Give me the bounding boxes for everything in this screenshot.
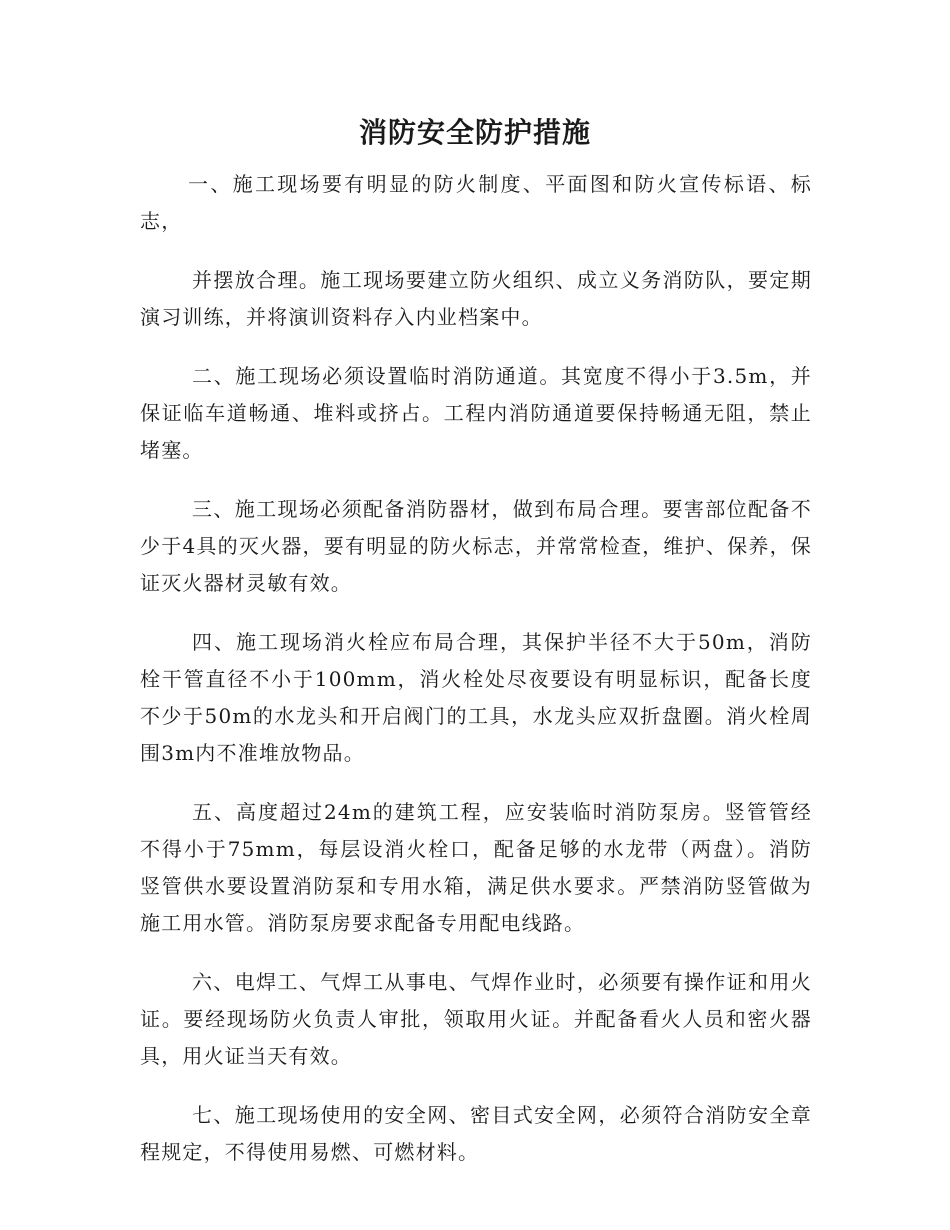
- paragraph-5: 四、施工现场消火栓应布局合理，其保护半径不大于50m，消防栓干管直径不小于100mm，消火栓处尽夜要设有明显标识，配备长度不少于50m的水龙头和开启阀门的工具，水龙头应双折盘圈。消火栓周围3m内不准堆放物品。: [140, 630, 812, 765]
- paragraph-7: 六、电焊工、气焊工从事电、气焊作业时，必须要有操作证和用火证。要经现场防火负责人审批，领取用火证。并配备看火人员和密火器具，用火证当天有效。: [140, 970, 812, 1068]
- paragraph-6: 五、高度超过24m的建筑工程，应安装临时消防泵房。竖管管经不得小于75mm，每层设消火栓口，配备足够的水龙带（两盘）。消防竖管供水要设置消防泵和专用水箱，满足供水要求。严禁消防竖管做为施工用水管。消防泵房要求配备专用配电线路。: [140, 800, 812, 935]
- paragraph-3: 二、施工现场必须设置临时消防通道。其宽度不得小于3.5m，并保证临车道畅通、堆料或挤占。工程内消防通道要保持畅通无阻，禁止堵塞。: [140, 364, 812, 462]
- document-title: 消防安全防护措施: [358, 116, 591, 149]
- paragraph-8: 七、施工现场使用的安全网、密目式安全网，必须符合消防安全章程规定，不得使用易燃、可燃材料。: [140, 1103, 812, 1164]
- paragraph-1: 一、施工现场要有明显的防火制度、平面图和防火宣传标语、标志，: [140, 172, 812, 233]
- document-body: [140, 166, 812, 1193]
- paragraph-4: 三、施工现场必须配备消防器材，做到布局合理。要害部位配备不少于4具的灭火器，要有明显的防火标志，并常常检查，维护、保养，保证灭火器材灵敏有效。: [140, 497, 812, 595]
- paragraph-2: 并摆放合理。施工现场要建立防火组织、成立义务消防队，要定期演习训练，并将演训资料存入内业档案中。: [140, 268, 812, 329]
